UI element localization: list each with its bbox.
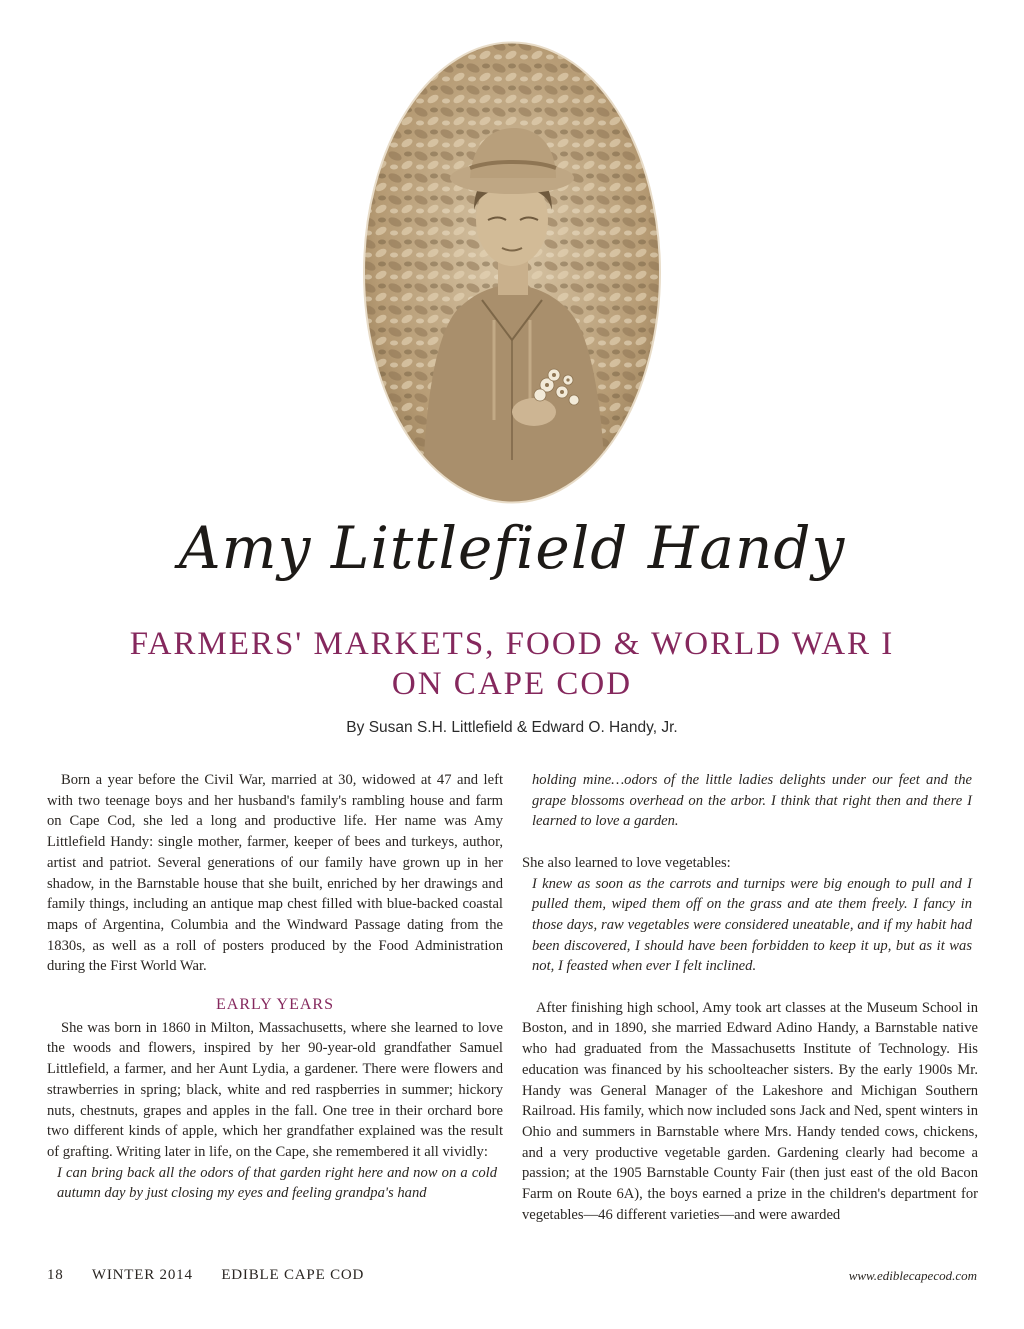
article-title: Amy Littlefield Handy [178,514,846,582]
page-number: 18 [47,1267,64,1283]
intro-paragraph: Born a year before the Civil War, married at 30, widowed at 47 and left with two teenage boys and her husband's family's rambling house and farm on Cape Cod, she led a long and productive life. Her name was Amy Littlefield Handy: single mother, farmer, keeper of bees and turkeys, author, artist and patriot. Several generations of our family have grown up in her shadow, in the Barnstable house that she built, enriched by her drawings and family things, including an antique map chest filled with blue-backed coastal maps of Argentina, Columbia and the Windward Passage dating from the 1830s, as well as a roll of posters produced by the Food Administration during the First World War. [47,772,503,975]
marriage-paragraph: After finishing high school, Amy took art classes at the Museum School in Boston, and in 1890, she married Edward Adino Handy, a Barnstable native who had graduated from the Massachusetts Institute of Technology. His education was financed by his schoolteacher sisters. By the early 1900s Mr. Handy was General Manager of the Lakeshore and Michigan Southern Railroad. His family, which now included sons Jack and Ned, spent winters in Ohio and summers in Barnstable where Mrs. Handy tended cows, chickens, and a very productive vegetable garden. Gardening clearly had become a passion; at the 1905 Barnstable County Fair (then just east of the old Bacon Farm on Route 6A), the boys earned a prize in the children's department for vegetables—46 different varieties—and were awarded [522,999,978,1223]
vegetables-quote: I knew as soon as the carrots and turnips were big enough to pull and I pulled them, wiped them off on the grass and ate them freely. I fancy in those days, raw vegetables were considered uneatable, and if my habit had been discovered, I should have been forbidden to keep it up, but as it was not, I feasted when ever I felt inclined. [532,875,972,975]
portrait-photo-icon [362,40,662,505]
byline: By Susan S.H. Littlefield & Edward O. Handy, Jr. [346,719,678,736]
subtitle-line-2: ON CAPE COD [391,666,633,702]
portrait-photo [362,40,662,505]
section-heading-early-years: EARLY YEARS [216,996,334,1014]
website-link[interactable]: www.ediblecapecod.com [848,1268,977,1283]
article-subtitle [0,624,1024,704]
garden-quote-continued: holding mine…odors of the little ladies delights under our feet and the grape blossoms overhead on the arbor. I think that right then and there I learned to love a garden. [532,772,972,830]
issue-label: WINTER 2014 [91,1267,193,1283]
left-column [47,770,503,1204]
subtitle-line-1: FARMERS' MARKETS, FOOD & WORLD WAR I [129,626,895,662]
garden-quote: I can bring back all the odors of that garden right here and now on a cold autumn day by just closing my eyes and feeling grandpa's hand [57,1164,497,1202]
right-column [522,770,978,1225]
early-years-paragraph: She was born in 1860 in Milton, Massachusetts, where she learned to love the woods and flowers, inspired by her 90-year-old grandfather Samuel Littlefield, a farmer, and her Aunt Lydia, a gardener. There were flowers and strawberries in spring; black, white and red raspberries in summer; hickory nuts, chestnuts, grapes and apples in the fall. One tree in their orchard bore two different kinds of apple, which her grandfather explained was the result of grafting. Writing later in life, on the Cape, she remembered it all vividly: [47,1019,503,1160]
footer-left [47,1267,388,1284]
vegetables-intro: She also learned to love vegetables: [522,854,731,871]
publication-name: EDIBLE CAPE COD [221,1267,365,1283]
